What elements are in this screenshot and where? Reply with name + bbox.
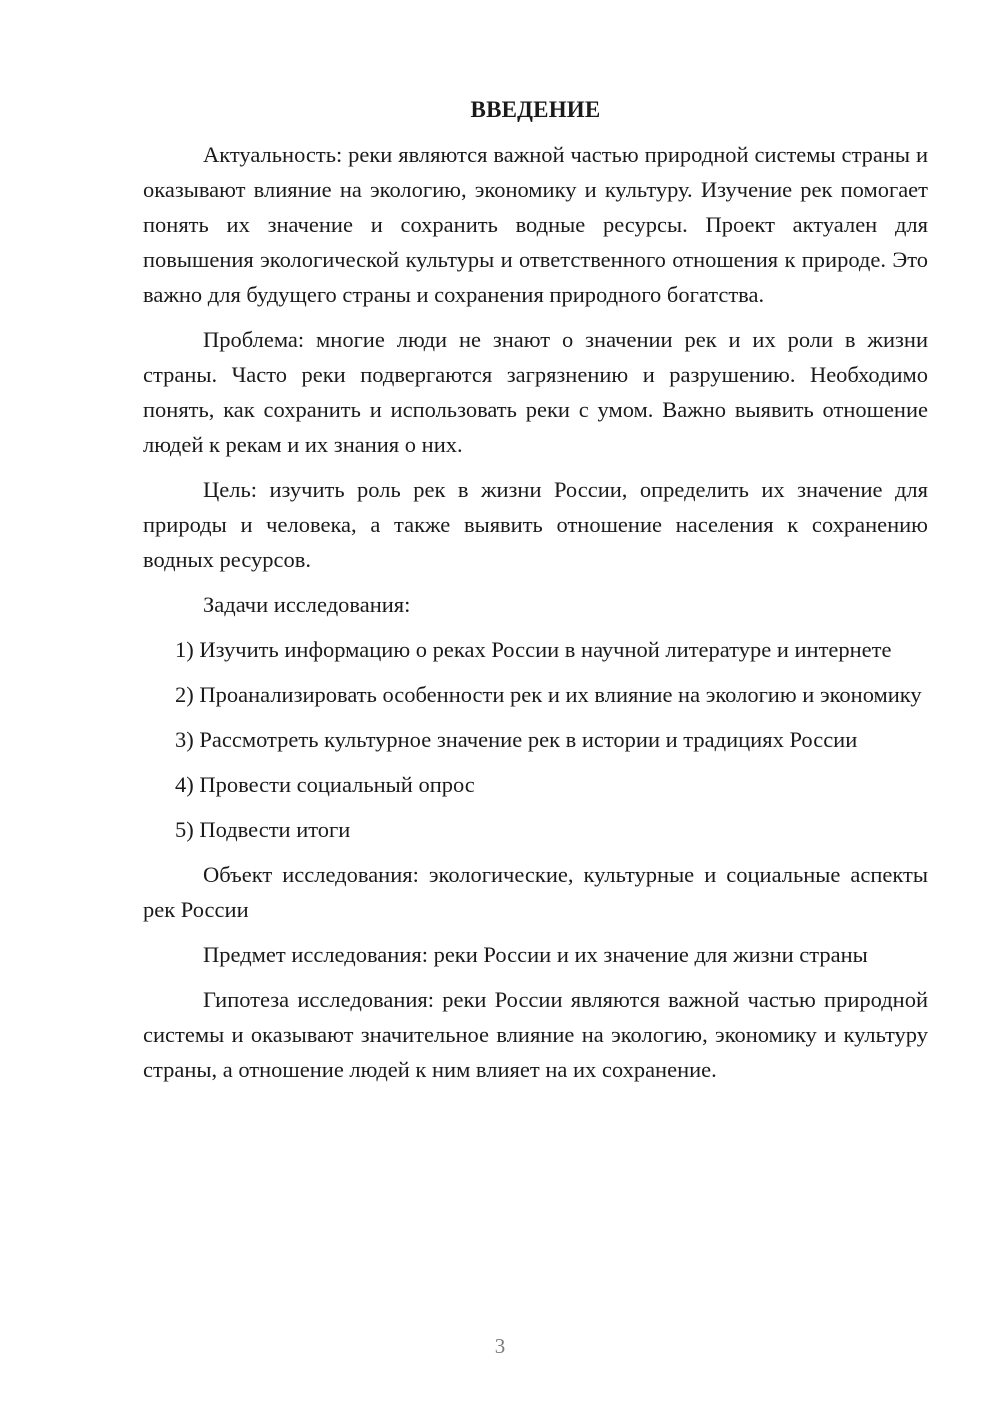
problem-paragraph: Проблема: многие люди не знают о значении рек и их роли в жизни страны. Часто реки подвергаются загрязнению и разрушению. Необходимо понять, как сохранить и использовать реки с умом. Важно выявить отношение людей к рекам и их знания о них. xyxy=(143,327,928,457)
object-paragraph: Объект исследования: экологические, культурные и социальные аспекты рек России xyxy=(143,862,928,922)
page-title: ВВЕДЕНИЕ xyxy=(470,97,601,122)
hypothesis-paragraph: Гипотеза исследования: реки России являются важной частью природной системы и оказывают значительное влияние на экологию, экономику и культуру страны, а отношение людей к ним влияет на их сохранение. xyxy=(143,987,928,1082)
tasks-list xyxy=(143,632,928,847)
relevance-paragraph: Актуальность: реки являются важной частью природной системы страны и оказывают влияние на экологию, экономику и культуру. Изучение рек помогает понять их значение и сохранить водные ресурсы. Проект актуален для повышения экологической культуры и ответственного отношения к природе. Это важно для будущего страны и сохранения природного богатства. xyxy=(143,142,928,307)
list-item-task-4: 4) Провести социальный опрос xyxy=(175,772,475,797)
page-content xyxy=(143,92,928,1097)
tasks-heading: Задачи исследования: xyxy=(203,592,411,617)
list-item-task-3: 3) Рассмотреть культурное значение рек в истории и традициях России xyxy=(175,727,858,752)
goal-paragraph: Цель: изучить роль рек в жизни России, определить их значение для природы и человека, а также выявить отношение населения к сохранению водных ресурсов. xyxy=(143,477,928,572)
page-number: 3 xyxy=(494,1334,506,1358)
list-item-task-1: 1) Изучить информацию о реках России в научной литературе и интернете xyxy=(175,637,892,662)
subject-paragraph: Предмет исследования: реки России и их значение для жизни страны xyxy=(203,942,868,967)
list-item-task-5: 5) Подвести итоги xyxy=(175,817,351,842)
list-item-task-2: 2) Проанализировать особенности рек и их влияние на экологию и экономику xyxy=(175,682,922,707)
